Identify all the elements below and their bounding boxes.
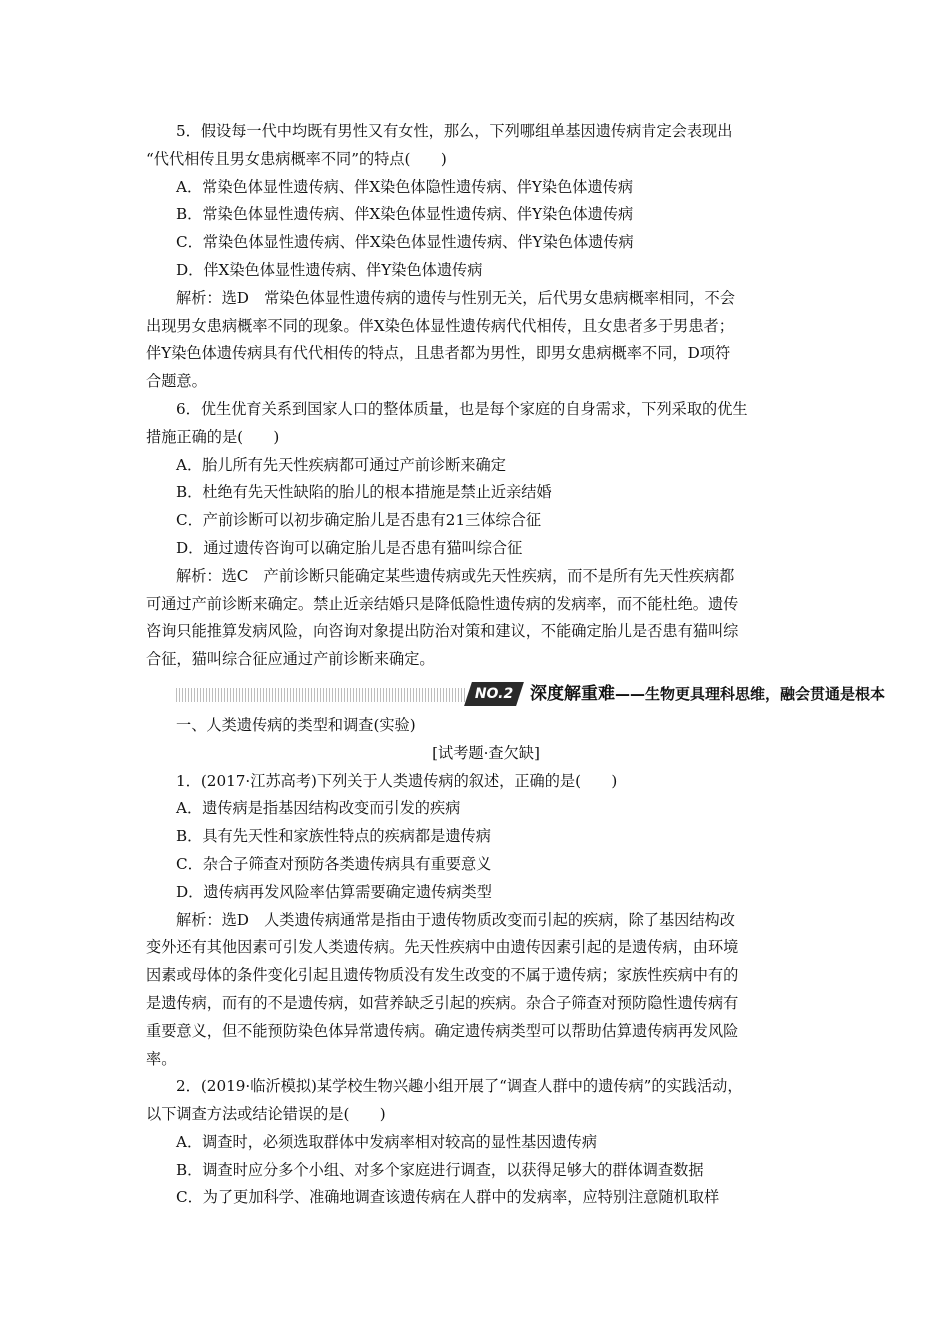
analysis-text: 出现男女患病概率不同的现象。伴X染色体显性遗传病代代相传，且女患者多于男患者； [146,316,734,335]
banner-title: 深度解重难 [530,683,615,704]
analysis-text: 伴Y染色体遗传病具有代代相传的特点，且患者都为男性，即男女患病概率不同，D项符 [146,344,731,363]
question-stem: 5．假设每一代中均既有男性又有女性，那么，下列哪组单基因遗传病肯定会表现出 [176,122,733,140]
analysis-text: 解析：选C 产前诊断只能确定某些遗传病或先天性疾病，而不是所有先天性疾病都 [176,566,735,585]
banner-hatch-decoration [176,688,466,702]
analysis-text: 合征，猫叫综合征应通过产前诊断来确定。 [146,650,435,669]
option-c: C．产前诊断可以初步确定胎儿是否患有21三体综合征 [176,511,542,530]
banner-subtitle: ——生物更具理科思维，融会贯通是根本 [615,684,886,703]
banner-badge [464,682,524,706]
analysis-text: 因素或母体的条件变化引起且遗传物质没有发生改变的不属于遗传病；家族性疾病中有的 [146,966,739,985]
question-stem: “代代相传且男女患病概率不同”的特点( ) [146,149,447,168]
option-c: C．杂合子筛查对预防各类遗传病具有重要意义 [176,854,492,873]
banner-badge-label: NO.2 [474,685,514,702]
analysis-text: 变外还有其他因素可引发人类遗传病。先天性疾病中由遗传因素引起的是遗传病，由环境 [146,938,739,957]
option-a: A．胎儿所有先天性疾病都可通过产前诊断来确定 [176,455,506,474]
banner-title-group [530,680,885,708]
option-d: D．伴X染色体显性遗传病、伴Y染色体遗传病 [176,260,483,279]
option-b: B．杜绝有先天性缺陷的胎儿的根本措施是禁止近亲结婚 [176,483,552,502]
question-stem: 措施正确的是( ) [146,427,280,446]
analysis-text: 咨询只能推算发病风险，向咨询对象提出防治对策和建议，不能确定胎儿是否患有猫叫综 [146,622,739,641]
question-6 [146,396,826,674]
question-stem: 以下调查方法或结论错误的是( ) [146,1105,386,1124]
option-c: C．为了更加科学、准确地调查该遗传病在人群中的发病率，应特别注意随机取样 [176,1188,720,1207]
analysis-text: 是遗传病，而有的不是遗传病，如营养缺乏引起的疾病。杂合子筛查对预防隐性遗传病有 [146,993,739,1012]
question-stem: 1．(2017·江苏高考)下列关于人类遗传病的叙述，正确的是( ) [176,771,618,790]
question-stem: 2．(2019·临沂模拟)某学校生物兴趣小组开展了“调查人群中的遗传病”的实践活动， [176,1077,743,1096]
option-c: C．常染色体显性遗传病、伴X染色体显性遗传病、伴Y染色体遗传病 [176,233,634,252]
document-page [146,118,886,1212]
option-b: B．常染色体显性遗传病、伴X染色体显性遗传病、伴Y染色体遗传病 [176,205,634,224]
section-subheading: [试考题·查欠缺] [432,743,540,762]
analysis-text: 率。 [146,1049,177,1068]
question-5 [146,118,826,396]
analysis-text: 解析：选D 常染色体显性遗传病的遗传与性别无关，后代男女患病概率相同，不会 [176,288,735,307]
section-banner [146,680,886,710]
question-1 [146,768,826,1074]
section-heading: 一、人类遗传病的类型和调查(实验) [176,715,416,734]
option-a: A．常染色体显性遗传病、伴X染色体隐性遗传病、伴Y染色体遗传病 [176,177,634,196]
option-d: D．遗传病再发风险率估算需要确定遗传病类型 [176,882,492,901]
option-d: D．通过遗传咨询可以确定胎儿是否患有猫叫综合征 [176,538,523,557]
analysis-text: 可通过产前诊断来确定。禁止近亲结婚只是降低隐性遗传病的发病率，而不能杜绝。遗传 [146,594,739,613]
option-b: B．具有先天性和家族性特点的疾病都是遗传病 [176,827,491,846]
analysis-text: 重要意义，但不能预防染色体异常遗传病。确定遗传病类型可以帮助估算遗传病再发风险 [146,1021,739,1040]
analysis-text: 解析：选D 人类遗传病通常是指由于遗传物质改变而引起的疾病，除了基因结构改 [176,910,735,929]
option-b: B．调查时应分多个小组、对多个家庭进行调查，以获得足够大的群体调查数据 [176,1160,704,1179]
question-stem: 6．优生优育关系到国家人口的整体质量，也是每个家庭的自身需求，下列采取的优生 [176,399,748,418]
option-a: A．遗传病是指基因结构改变而引发的疾病 [176,799,461,818]
analysis-text: 合题意。 [146,372,207,391]
option-a: A．调查时，必须选取群体中发病率相对较高的显性基因遗传病 [176,1132,598,1151]
question-2 [146,1073,826,1212]
